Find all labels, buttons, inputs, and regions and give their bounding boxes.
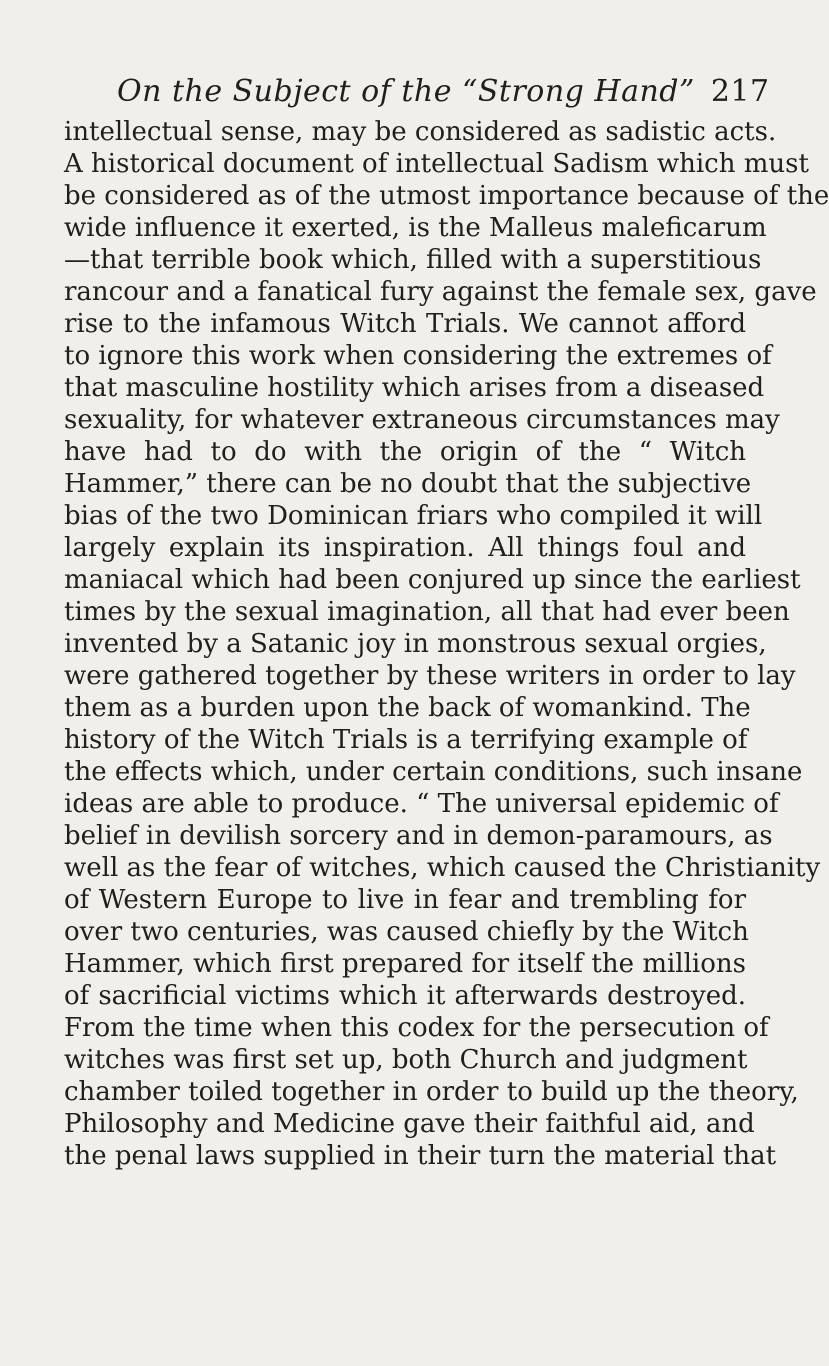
text-line: be considered as of the utmost importance because of the xyxy=(64,181,829,211)
body-text xyxy=(64,116,829,1172)
text-line: Hammer,” there can be no doubt that the subjective xyxy=(64,469,752,499)
text-line: the effects which, under certain conditions, such insane xyxy=(64,757,803,787)
text-line: to ignore this work when considering the extremes of xyxy=(64,341,772,371)
text-line: ideas are able to produce. “ The universal epidemic of xyxy=(64,789,779,819)
text-line: Hammer, which first prepared for itself the millions xyxy=(64,949,746,979)
text-line: chamber toiled together in order to build up the theory, xyxy=(64,1077,799,1107)
text-line: A historical document of intellectual Sadism which must xyxy=(64,149,809,179)
page-number: 217 xyxy=(710,74,770,109)
text-line: sexuality, for whatever extraneous circumstances may xyxy=(64,405,780,435)
text-line: that masculine hostility which arises from a diseased xyxy=(64,373,765,403)
text-line: bias of the two Dominican friars who compiled it will xyxy=(64,501,763,531)
text-line: intellectual sense, may be considered as sadistic acts. xyxy=(64,117,777,147)
text-line: them as a burden upon the back of womankind. The xyxy=(64,693,751,723)
text-line: wide influence it exerted, is the Malleus maleficarum xyxy=(64,213,767,243)
running-header xyxy=(117,72,770,112)
text-line: invented by a Satanic joy in monstrous sexual orgies, xyxy=(64,629,767,659)
running-title: On the Subject of the “Strong Hand” xyxy=(117,74,695,109)
text-line: over two centuries, was caused chiefly by the Witch xyxy=(64,917,749,947)
text-line: the penal laws supplied in their turn the material that xyxy=(64,1141,777,1171)
text-line: rancour and a fanatical fury against the female sex, gave xyxy=(64,277,817,307)
text-line: were gathered together by these writers in order to lay xyxy=(64,661,796,691)
text-line: well as the fear of witches, which caused the Christianity xyxy=(64,853,821,883)
text-line: of Western Europe to live in fear and trembling for xyxy=(64,885,746,915)
text-line: witches was first set up, both Church and judgment xyxy=(64,1045,748,1075)
text-line: history of the Witch Trials is a terrifying example of xyxy=(64,725,748,755)
text-line: times by the sexual imagination, all that had ever been xyxy=(64,597,790,627)
text-line: belief in devilish sorcery and in demon-paramours, as xyxy=(64,821,773,851)
text-line: have had to do with the origin of the “ Witch xyxy=(64,437,746,467)
text-line: largely explain its inspiration. All things foul and xyxy=(64,533,746,563)
text-line: From the time when this codex for the persecution of xyxy=(64,1013,769,1043)
text-line: maniacal which had been conjured up since the earliest xyxy=(64,565,801,595)
text-line: Philosophy and Medicine gave their faithful aid, and xyxy=(64,1109,755,1139)
text-line: of sacrificial victims which it afterwards destroyed. xyxy=(64,981,746,1011)
text-line: rise to the infamous Witch Trials. We cannot afford xyxy=(64,309,746,339)
text-line: —that terrible book which, filled with a superstitious xyxy=(64,245,762,275)
